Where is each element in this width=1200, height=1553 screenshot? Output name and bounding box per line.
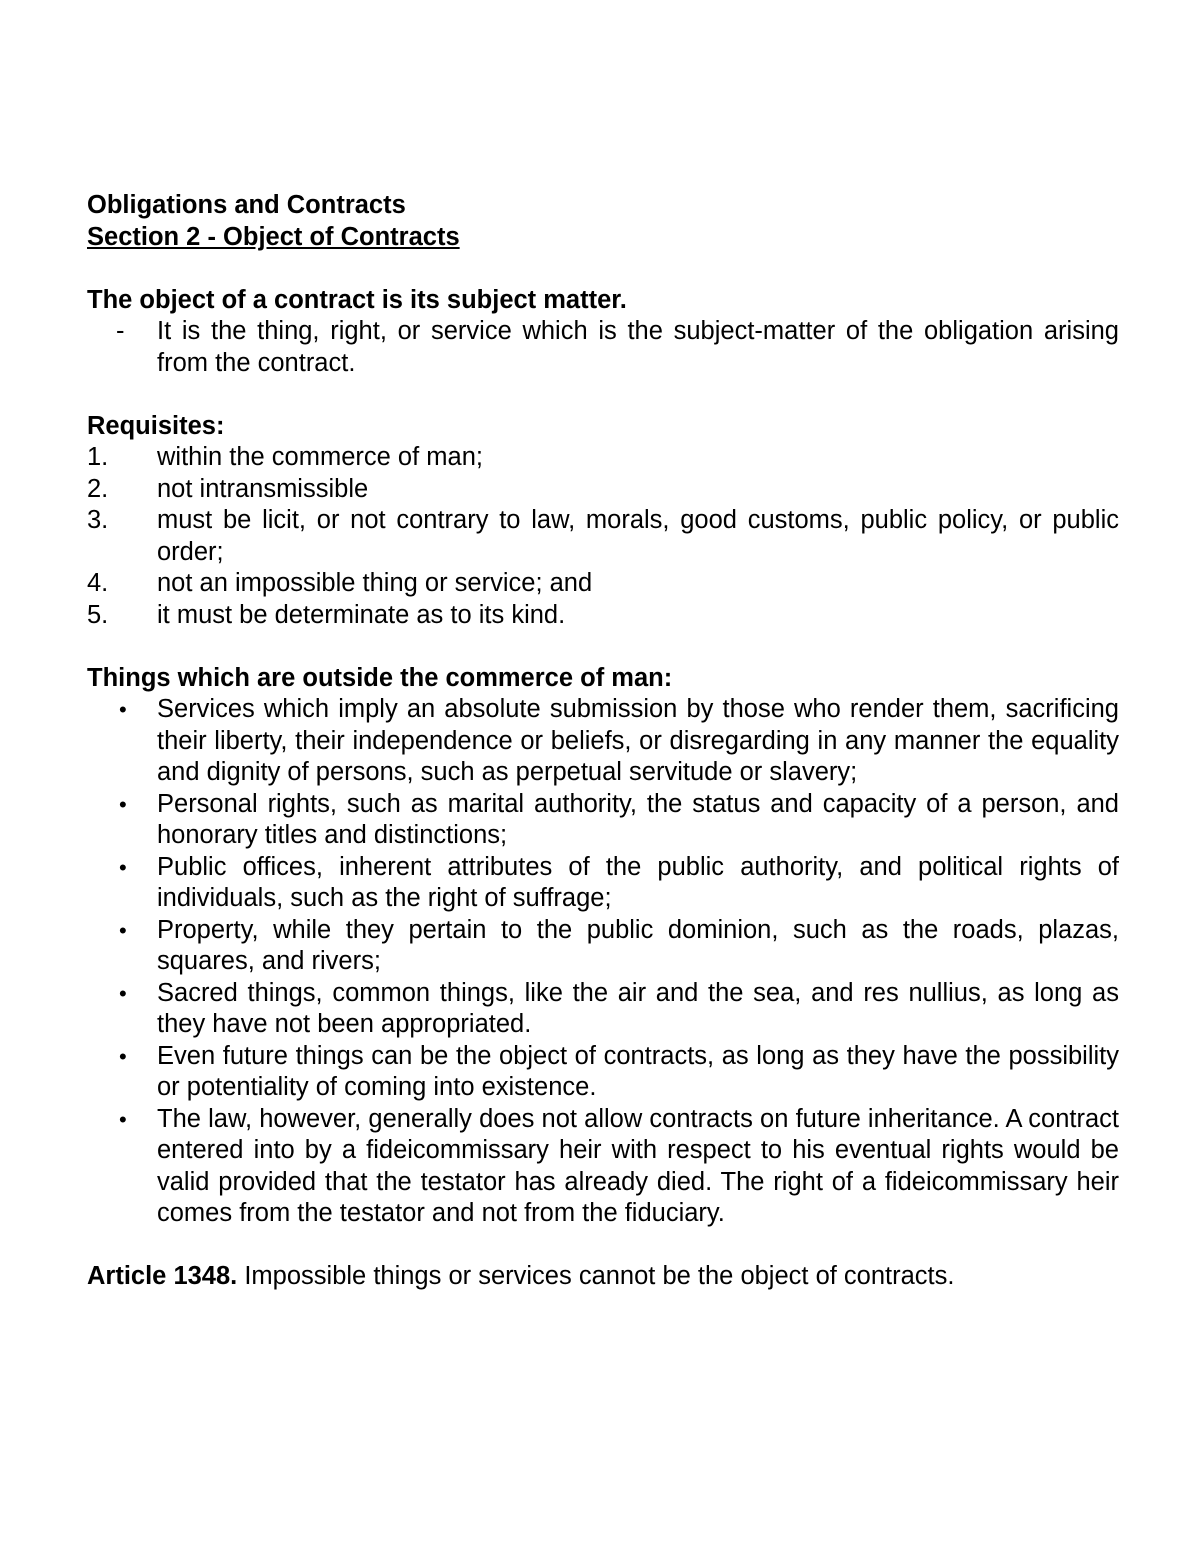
requisite-number: 5. (87, 600, 109, 629)
article-label: Article 1348. (87, 1262, 238, 1290)
outside-commerce-text: Services which imply an absolute submission by those who render them, sacrificing their liberty, their independence or beliefs, or disregarding in any manner the equality and dignity of persons, such as perpetual servitude or slavery; (157, 695, 1119, 786)
bullet-icon: • (119, 854, 127, 880)
outside-commerce-text: Public offices, inherent attributes of the public authority, and political rights of individuals, such as the right of suffrage; (157, 852, 1119, 912)
bullet-icon: • (119, 917, 127, 943)
requisites-heading: Requisites: (87, 411, 225, 440)
outside-commerce-text: Sacred things, common things, like the air and the sea, and res nullius, as long as they have not been appropriated. (157, 978, 1119, 1038)
intro-heading: The object of a contract is its subject matter. (87, 285, 627, 314)
bullet-icon: • (119, 697, 127, 722)
section-title: Section 2 - Object of Contracts (87, 222, 460, 251)
outside-commerce-item (87, 978, 1119, 1041)
outside-commerce-text: The law, however, generally does not allow contracts on future inheritance. A contract entered into by a fideicommissary heir with respect to his eventual rights would be valid provided that the testator has already died. The right of a fideicommissary heir comes from the testator and not from the fiduciary. (157, 1104, 1119, 1227)
requisite-item (87, 568, 1119, 600)
bullet-icon: • (119, 791, 127, 817)
bullet-icon: • (119, 1106, 127, 1132)
outside-commerce-text: Property, while they pertain to the public dominion, such as the roads, plazas, squares, and rivers; (157, 915, 1119, 975)
article-text: Impossible things or services cannot be the object of contracts. (237, 1262, 955, 1290)
requisite-item (87, 442, 1119, 474)
definition-text: It is the thing, right, or service which is the subject-matter of the obligation arising from the contract. (157, 317, 1119, 377)
outside-commerce-text: Personal rights, such as marital authority, the status and capacity of a person, and honorary titles and distinctions; (157, 789, 1119, 849)
document-page (87, 190, 1119, 1293)
requisite-number: 2. (87, 474, 109, 503)
article-1348 (87, 1261, 1119, 1293)
requisite-number: 1. (87, 443, 109, 471)
requisite-number: 4. (87, 569, 109, 597)
spacer (87, 379, 1119, 411)
document-title: Obligations and Contracts (87, 191, 406, 219)
outside-commerce-item (87, 1041, 1119, 1104)
outside-commerce-heading: Things which are outside the commerce of man: (87, 663, 673, 692)
outside-commerce-text: Even future things can be the object of contracts, as long as they have the possibility or potentiality of coming into existence. (157, 1041, 1119, 1101)
dash-marker: - (116, 317, 125, 345)
requisite-text: within the commerce of man; (157, 443, 483, 471)
requisite-item (87, 600, 1119, 632)
requisite-item (87, 505, 1119, 568)
requisite-text: it must be determinate as to its kind. (157, 600, 566, 629)
bullet-icon: • (119, 980, 127, 1006)
spacer (87, 253, 1119, 285)
outside-commerce-item (87, 1104, 1119, 1230)
spacer (87, 631, 1119, 663)
requisite-number: 3. (87, 506, 109, 534)
requisite-item (87, 474, 1119, 506)
definition-item (87, 316, 1119, 379)
outside-commerce-item (87, 915, 1119, 978)
outside-commerce-item (87, 852, 1119, 915)
spacer (87, 1230, 1119, 1262)
requisite-text: not intransmissible (157, 474, 369, 503)
outside-commerce-item (87, 789, 1119, 852)
outside-commerce-item (87, 694, 1119, 789)
requisite-text: must be licit, or not contrary to law, morals, good customs, public policy, or public order; (157, 506, 1119, 566)
requisite-text: not an impossible thing or service; and (157, 569, 593, 597)
bullet-icon: • (119, 1043, 127, 1069)
